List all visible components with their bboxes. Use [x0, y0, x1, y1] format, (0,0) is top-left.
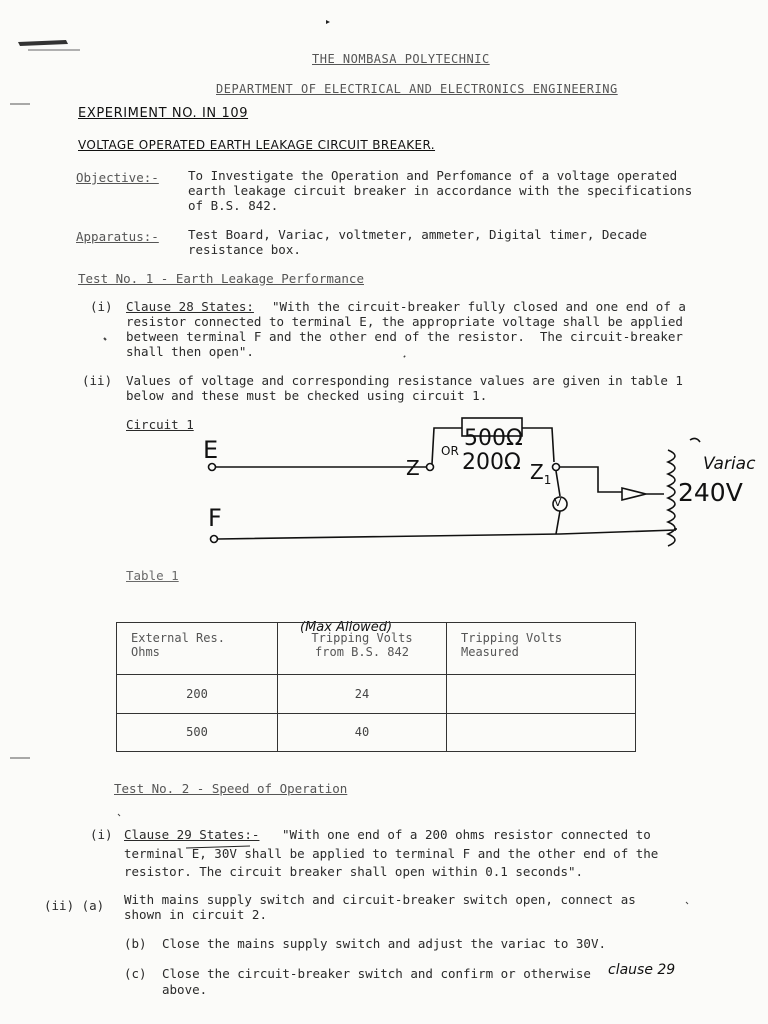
table-row: [117, 713, 636, 752]
clause-28-label: Clause 28 States:: [126, 299, 254, 314]
test-1-item-1-number: (i): [90, 299, 113, 314]
step-c-handwritten-clause: clause 29: [608, 962, 676, 978]
cell-volts: 40: [278, 713, 447, 752]
speck: [686, 902, 688, 904]
voltmeter-label: V: [554, 496, 562, 509]
experiment-number: EXPERIMENT NO. IN 109: [78, 106, 249, 121]
z-label: Z: [406, 456, 420, 480]
wire-resistor-right: [522, 428, 554, 462]
test-1-heading: Test No. 1 - Earth Leakage Performance: [78, 271, 364, 286]
variac-label: Variac: [703, 454, 756, 474]
header-tripping-volts-bs: Tripping Volts from B.S. 842: [278, 623, 447, 675]
objective-text: To Investigate the Operation and Perfomance of a voltage operated earth leakage circuit breaker in accordance with the specifications of B.S. 842.: [188, 168, 693, 213]
cell-volts: 24: [278, 675, 447, 714]
experiment-title: VOLTAGE OPERATED EARTH LEAKAGE CIRCUIT BREAKER.: [78, 138, 436, 152]
circuit-1-diagram: [209, 418, 701, 546]
speck: [326, 20, 330, 24]
z1-letter: Z: [530, 460, 544, 484]
variac-volts-label: 240V: [678, 478, 743, 507]
clause-29-text-line-3: resistor. The circuit breaker shall open within 0.1 seconds".: [124, 864, 584, 879]
step-c-text: Close the circuit-breaker switch and confirm or otherwise: [162, 966, 591, 981]
clause-29-text-line-2: terminal E, 30V shall be applied to terminal F and the other end of the: [124, 846, 659, 861]
speck: [104, 338, 106, 340]
terminal-e-label: E: [203, 436, 219, 464]
test-2-item-2-number: (ii) (a): [44, 898, 105, 913]
step-c-text-second-line: above.: [162, 982, 208, 997]
wire-f: [218, 530, 676, 539]
wire-to-voltmeter: [556, 471, 560, 496]
terminal-f-node: [211, 536, 218, 543]
table-row: [117, 675, 636, 714]
test-1-item-2-number: (ii): [82, 373, 113, 388]
terminal-e-node: [209, 464, 216, 471]
step-a-text: With mains supply switch and circuit-breaker switch open, connect as shown in circuit 2.: [124, 892, 636, 922]
or-label: OR: [441, 444, 459, 458]
resistor-200-label: 200Ω: [462, 450, 521, 475]
terminal-z1-node: [553, 464, 560, 471]
objective-label: Objective:-: [76, 170, 159, 185]
terminal-z-node: [427, 464, 434, 471]
clause-29-text-first-line: "With one end of a 200 ohms resistor connected to: [282, 827, 651, 842]
step-b-text: Close the mains supply switch and adjust the variac to 30V.: [162, 936, 607, 951]
clause-29-label: Clause 29 States:-: [124, 827, 260, 842]
arrow-head: [622, 488, 646, 500]
table-header-row: [117, 623, 636, 675]
test-1-item-2-text: Values of voltage and corresponding resistance values are given in table 1 below and these must be checked using circuit 1.: [126, 373, 683, 403]
cell-res: 500: [117, 713, 278, 752]
variac-top-curl: [690, 438, 700, 442]
table-1-label: Table 1: [126, 568, 179, 583]
test-2-item-1-number: (i): [90, 827, 113, 842]
wire-voltmeter-down: [556, 511, 560, 534]
apparatus-label: Apparatus:-: [76, 229, 159, 244]
department-heading: DEPARTMENT OF ELECTRICAL AND ELECTRONICS ENGINEERING: [216, 82, 618, 96]
header-tripping-volts-measured: Tripping Volts Measured: [447, 623, 636, 675]
step-c-number: (c): [124, 966, 147, 981]
institution-heading: THE NOMBASA POLYTECHNIC: [312, 52, 490, 66]
clause-28-text-first-line: "With the circuit-breaker fully closed and one end of a: [272, 299, 686, 314]
speck: [118, 814, 120, 816]
terminal-f-label: F: [208, 504, 222, 532]
table-1: [116, 622, 636, 752]
z1-label: [530, 460, 551, 487]
max-allowed-annotation: (Max Allowed): [300, 620, 393, 635]
step-b-number: (b): [124, 936, 147, 951]
z1-subscript: 1: [543, 473, 552, 487]
stamp-mark: [18, 40, 68, 46]
test-2-heading: Test No. 2 - Speed of Operation: [114, 781, 348, 796]
cell-res: 200: [117, 675, 278, 714]
wire-to-variac: [560, 467, 622, 492]
cell-measured: [447, 713, 636, 752]
clause-28-text: resistor connected to terminal E, the appropriate voltage shall be applied between terminal F and the other end of the resistor. The circuit-breaker shall then open".: [126, 314, 683, 359]
cell-measured: [447, 675, 636, 714]
apparatus-text: Test Board, Variac, voltmeter, ammeter, Digital timer, Decade resistance box.: [188, 227, 648, 257]
circuit-1-label: Circuit 1: [126, 417, 194, 432]
resistor-500-label: 500Ω: [464, 426, 523, 451]
variac-coil: [668, 450, 675, 546]
header-external-res: External Res. Ohms: [117, 623, 278, 675]
